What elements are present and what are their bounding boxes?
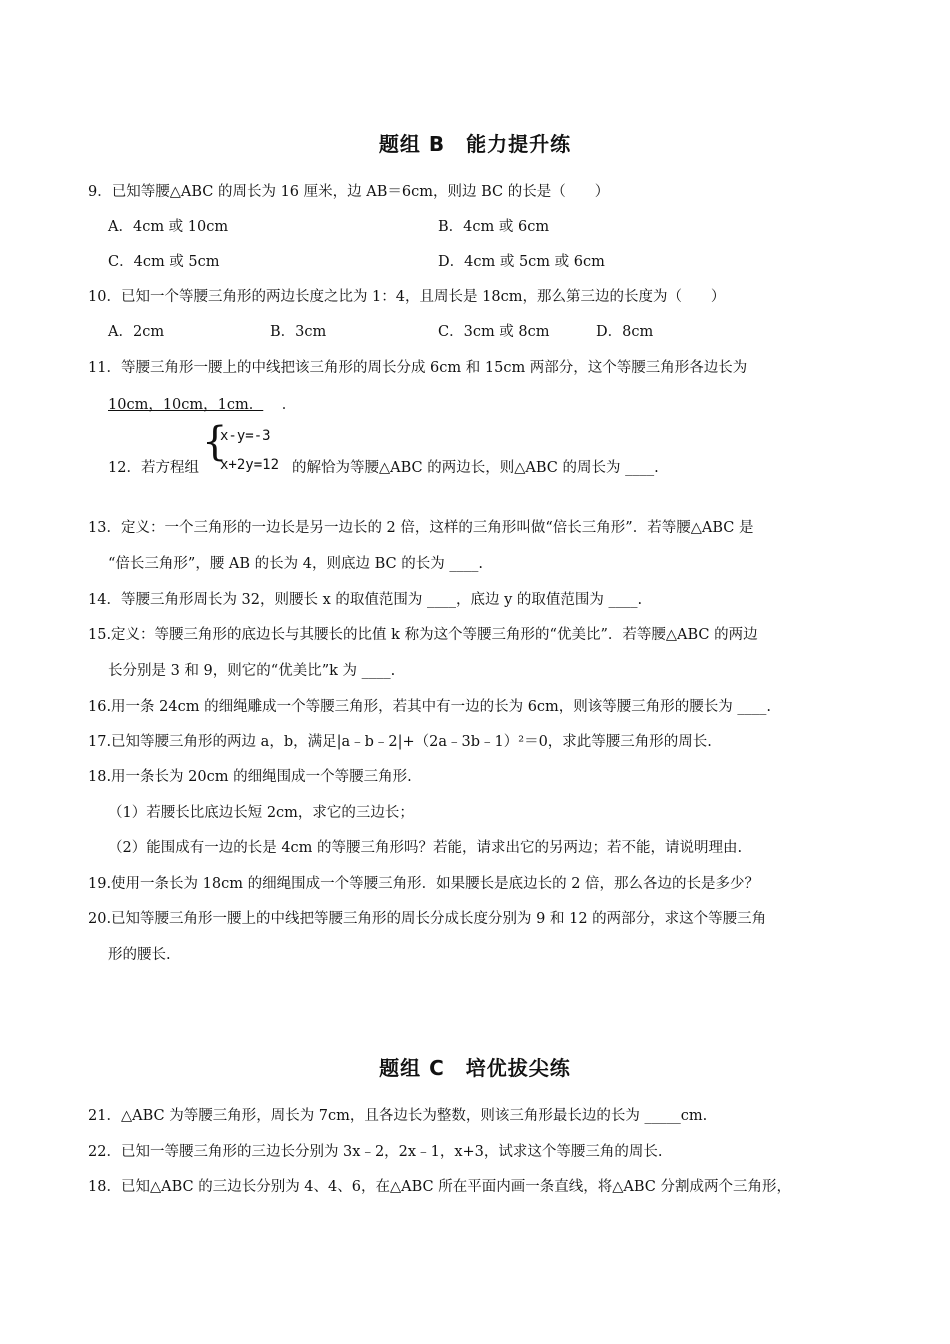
question-16: 16.用一条 24cm 的细绳雕成一个等腰三角形，若其中有一边的长为 6cm，则该等腰三角形的腰长为 ____. xyxy=(88,699,772,715)
question-13-line-2: “倍长三角形”，腰 AB 的长为 4，则底边 BC 的长为 ____. xyxy=(108,556,483,572)
question-13-line-1: 13．定义：一个三角形的一边长是另一边长的 2 倍，这样的三角形叫做“倍长三角形”．若等腰△ABC 是 xyxy=(88,520,754,536)
question-19: 19.使用一条长为 18cm 的细绳围成一个等腰三角形．如果腰长是底边长的 2 倍，那么各边的长是多少？ xyxy=(88,876,760,892)
question-9-option-a: A．4cm 或 10cm xyxy=(108,219,229,235)
question-11-stem: 11．等腰三角形一腰上的中线把该三角形的周长分成 6cm 和 15cm 两部分，这个等腰三角形各边长为 xyxy=(88,360,748,376)
section-c-heading: 题组 C 培优拔尖练 xyxy=(379,1056,571,1080)
question-10-option-b: B．3cm xyxy=(270,324,327,340)
question-14: 14．等腰三角形周长为 32，则腰长 x 的取值范围为 ____，底边 y 的取值范围为 ____. xyxy=(88,592,643,608)
question-11-answer: 10cm，10cm，1cm． xyxy=(108,397,264,413)
question-18-part-1: （1）若腰长比底边长短 2cm，求它的三边长； xyxy=(108,805,414,821)
question-11-end: ． xyxy=(281,397,297,413)
question-10-option-c: C．3cm 或 8cm xyxy=(438,324,550,340)
question-10-option-a: A．2cm xyxy=(108,324,165,340)
question-9-option-c: C．4cm 或 5cm xyxy=(108,254,220,270)
question-18b: 18．已知△ABC 的三边长分别为 4、4、6，在△ABC 所在平面内画一条直线，将△ABC 分割成两个三角形， xyxy=(88,1179,791,1195)
question-9-option-b: B．4cm 或 6cm xyxy=(438,219,550,235)
equation-2: x+2y=12 xyxy=(220,457,280,473)
question-22: 22．已知一等腰三角形的三边长分别为 3x﹣2，2x﹣1，x+3，试求这个等腰三角的周长. xyxy=(88,1144,663,1160)
question-12-suffix: 的解恰为等腰△ABC 的两边长，则△ABC 的周长为 ____. xyxy=(292,460,659,476)
question-12-prefix: 12．若方程组 xyxy=(108,460,199,476)
question-21: 21．△ABC 为等腰三角形，周长为 7cm，且各边长为整数，则该三角形最长边的长为 _____cm. xyxy=(88,1108,708,1124)
question-9-stem: 9．已知等腰△ABC 的周长为 16 厘米，边 AB＝6cm，则边 BC 的长是（ ） xyxy=(88,184,610,200)
question-18-part-2: （2）能围成有一边的长是 4cm 的等腰三角形吗？若能，请求出它的另两边；若不能，请说明理由. xyxy=(108,840,743,856)
question-20-line-1: 20.已知等腰三角形一腰上的中线把等腰三角形的周长分成长度分别为 9 和 12 的两部分，求这个等腰三角 xyxy=(88,911,767,927)
question-9-option-d: D．4cm 或 5cm 或 6cm xyxy=(438,254,605,270)
question-20-line-2: 形的腰长. xyxy=(108,947,171,963)
question-11-answer-line xyxy=(108,395,296,415)
question-10-option-d: D．8cm xyxy=(596,324,654,340)
question-15-line-2: 长分别是 3 和 9，则它的“优美比”k 为 ____. xyxy=(108,663,396,679)
question-10-stem: 10．已知一个等腰三角形的两边长度之比为 1：4，且周长是 18cm，那么第三边的长度为（ ） xyxy=(88,289,726,305)
question-18-stem: 18.用一条长为 20cm 的细绳围成一个等腰三角形. xyxy=(88,769,412,785)
question-17: 17.已知等腰三角形的两边 a，b，满足|a﹣b﹣2|+（2a﹣3b﹣1）²＝0，求此等腰三角形的周长. xyxy=(88,734,712,750)
section-b-heading: 题组 B 能力提升练 xyxy=(378,132,572,156)
question-15-line-1: 15.定义：等腰三角形的底边长与其腰长的比值 k 称为这个等腰三角形的“优美比”．若等腰△ABC 的两边 xyxy=(88,627,758,643)
equation-1: x-y=-3 xyxy=(220,428,271,444)
equation-system-brace: { xyxy=(202,419,228,465)
